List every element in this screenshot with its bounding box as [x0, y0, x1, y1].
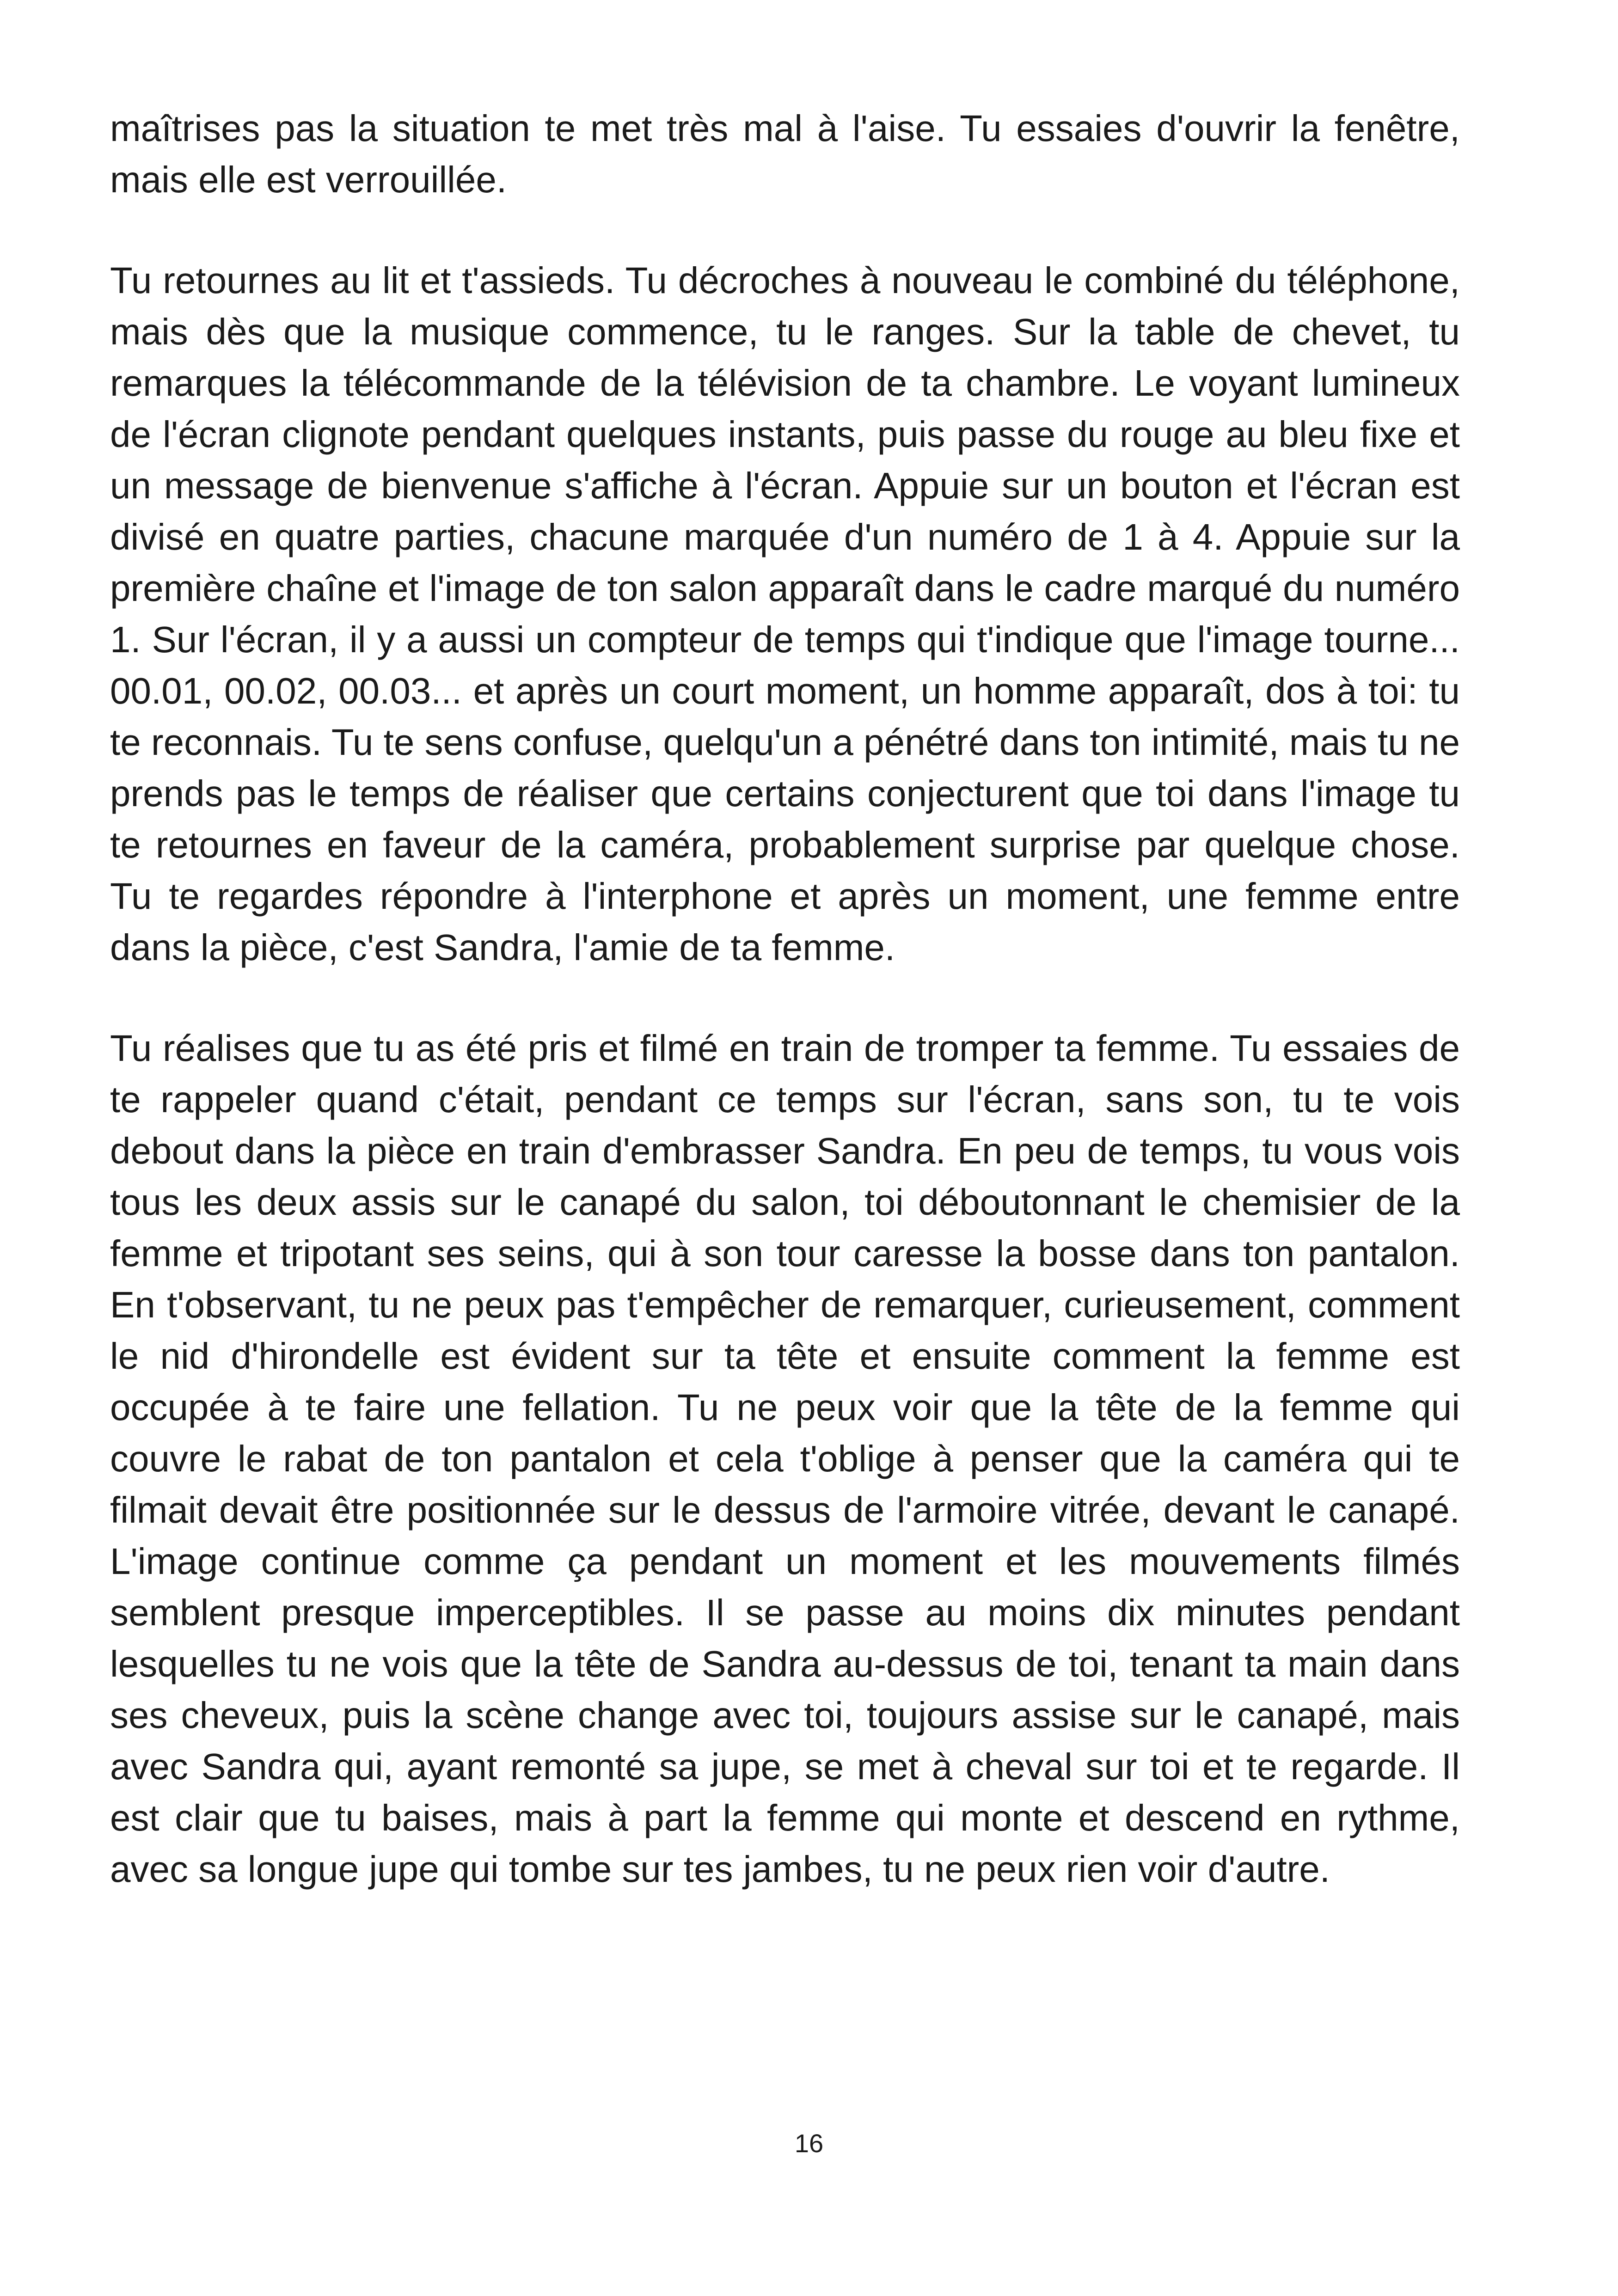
body-text — [110, 103, 1460, 1895]
paragraph-1: maîtrises pas la situation te met très mal à l'aise. Tu essaies d'ouvrir la fenêtre, mais elle est verrouillée. — [110, 108, 1460, 200]
paragraph-2: Tu retournes au lit et t'assieds. Tu décroches à nouveau le combiné du téléphone, mais dès que la musique commence, tu le ranges. Sur la table de chevet, tu remarques la télécommande de la télévision de ta chambre. Le voyant lumineux de l'écran clignote pendant quelques instants, puis passe du rouge au bleu fixe et un message de bienvenue s'affiche à l'écran. Appuie sur un bouton et l'écran est divisé en quatre parties, chacune marquée d'un numéro de 1 à 4. Appuie sur la première chaîne et l'image de ton salon apparaît dans le cadre marqué du numéro 1. Sur l'écran, il y a aussi un compteur de temps qui t'indique que l'image tourne... 00.01, 00.02, 00.03... et après un court moment, un homme apparaît, dos à toi: tu te reconnais. Tu te sens confuse, quelqu'un a pénétré dans ton intimité, mais tu ne prends pas le temps de réaliser que certains conjecturent que toi dans l'image tu te retournes en faveur de la caméra, probablement surprise par quelque chose. Tu te regardes répondre à l'interphone et après un moment, une femme entre dans la pièce, c'est Sandra, l'amie de ta femme. — [110, 260, 1460, 968]
paragraph-3: Tu réalises que tu as été pris et filmé en train de tromper ta femme. Tu essaies de te rappeler quand c'était, pendant ce temps sur l'écran, sans son, tu te vois debout dans la pièce en train d'embrasser Sandra. En peu de temps, tu vous vois tous les deux assis sur le canapé du salon, toi déboutonnant le chemisier de la femme et tripotant ses seins, qui à son tour caresse la bosse dans ton pantalon. En t'observant, tu ne peux pas t'empêcher de remarquer, curieusement, comment le nid d'hirondelle est évident sur ta tête et ensuite comment la femme est occupée à te faire une fellation. Tu ne peux voir que la tête de la femme qui couvre le rabat de ton pantalon et cela t'oblige à penser que la caméra qui te filmait devait être positionnée sur le dessus de l'armoire vitrée, devant le canapé. L'image continue comme ça pendant un moment et les mouvements filmés semblent presque imperceptibles. Il se passe au moins dix minutes pendant lesquelles tu ne vois que la tête de Sandra au-dessus de toi, tenant ta main dans ses cheveux, puis la scène change avec toi, toujours assise sur le canapé, mais avec Sandra qui, ayant remonté sa jupe, se met à cheval sur toi et te regarde. Il est clair que tu baises, mais à part la femme qui monte et descend en rythme, avec sa longue jupe qui tombe sur tes jambes, tu ne peux rien voir d'autre. — [110, 1028, 1460, 1890]
page-number: 16 — [794, 2129, 824, 2158]
